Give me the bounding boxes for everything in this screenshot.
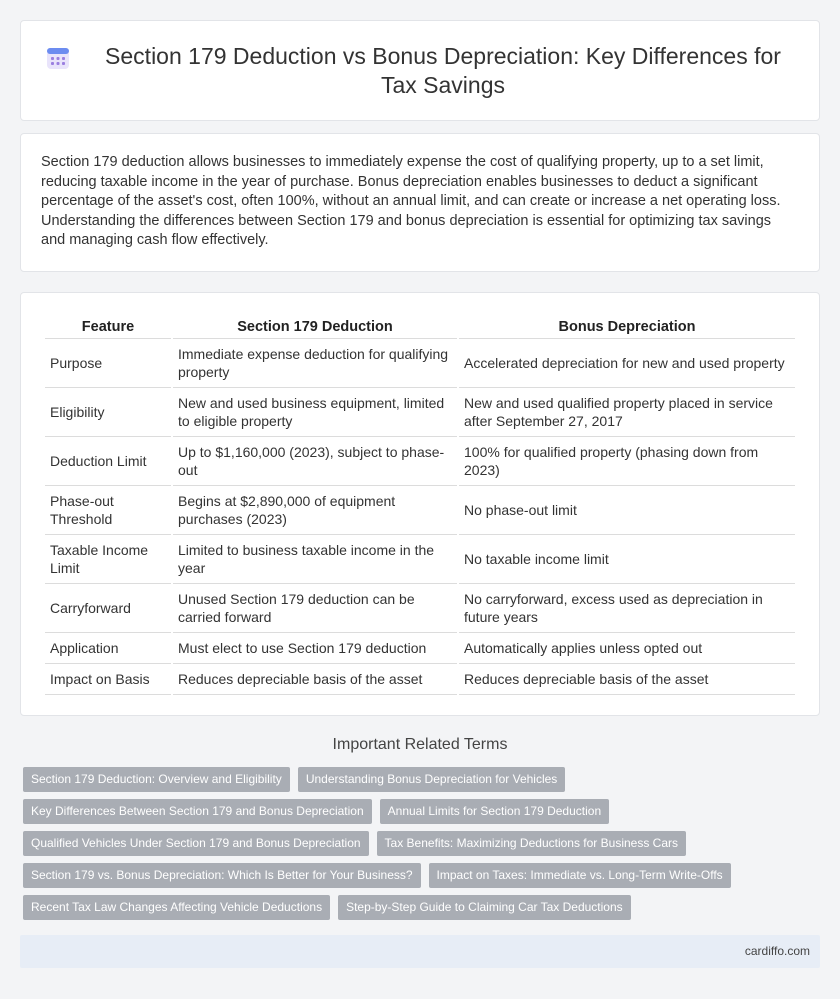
section-179-cell: Must elect to use Section 179 deduction [173,633,457,664]
feature-cell: Application [45,633,171,664]
table-row [45,664,795,695]
related-term-tag[interactable]: Qualified Vehicles Under Section 179 and Bonus Depreciation [23,831,369,856]
section-179-cell: New and used business equipment, limited to eligible property [173,388,457,437]
table-row [45,339,795,388]
related-term-tag[interactable]: Tax Benefits: Maximizing Deductions for Business Cars [377,831,686,856]
feature-cell: Deduction Limit [45,437,171,486]
related-term-tag[interactable]: Key Differences Between Section 179 and Bonus Depreciation [23,799,372,824]
column-header-feature: Feature [45,313,171,339]
related-term-tag[interactable]: Annual Limits for Section 179 Deduction [380,799,609,824]
section-179-cell: Limited to business taxable income in the year [173,535,457,584]
intro-paragraph: Section 179 deduction allows businesses to immediately expense the cost of qualifying property, up to a set limit, reducing taxable income in the year of purchase. Bonus depreciation enables businesses to deduct a significant percentage of the asset's cost, often 100%, without an annual limit, and can create or increase a net operating loss. Understanding the differences between Section 179 and bonus depreciation is essential for optimizing tax savings and managing cash flow effectively. [41,154,781,248]
section-179-cell: Unused Section 179 deduction can be carried forward [173,584,457,633]
bonus-depreciation-cell: No phase-out limit [459,486,795,535]
bonus-depreciation-cell: Reduces depreciable basis of the asset [459,664,795,695]
related-term-tag[interactable]: Step-by-Step Guide to Claiming Car Tax Deductions [338,895,631,920]
feature-cell: Phase-out Threshold [45,486,171,535]
section-179-cell: Up to $1,160,000 (2023), subject to phase-out [173,437,457,486]
bonus-depreciation-cell: New and used qualified property placed in service after September 27, 2017 [459,388,795,437]
related-term-tag[interactable]: Impact on Taxes: Immediate vs. Long-Term Write-Offs [429,863,731,888]
feature-cell: Purpose [45,339,171,388]
bonus-depreciation-cell: No taxable income limit [459,535,795,584]
table-row [45,486,795,535]
section-179-cell: Begins at $2,890,000 of equipment purchases (2023) [173,486,457,535]
calendar-icon [45,45,71,71]
intro-card [20,133,820,272]
related-term-tag[interactable]: Section 179 vs. Bonus Depreciation: Which Is Better for Your Business? [23,863,421,888]
section-179-cell: Immediate expense deduction for qualifying property [173,339,457,388]
comparison-table [43,313,797,695]
site-credit-link[interactable]: cardiffo.com [744,944,810,958]
bonus-depreciation-cell: 100% for qualified property (phasing down from 2023) [459,437,795,486]
column-header-bonus-depreciation: Bonus Depreciation [459,313,795,339]
header-card [20,20,820,121]
footer-bar [20,935,820,968]
table-row [45,633,795,664]
table-header-row [45,313,795,339]
page-title: Section 179 Deduction vs Bonus Depreciation: Key Differences for Tax Savings [105,42,781,98]
feature-cell: Carryforward [45,584,171,633]
section-179-cell: Reduces depreciable basis of the asset [173,664,457,695]
table-row [45,584,795,633]
bonus-depreciation-cell: Automatically applies unless opted out [459,633,795,664]
feature-cell: Impact on Basis [45,664,171,695]
bonus-depreciation-cell: No carryforward, excess used as depreciation in future years [459,584,795,633]
bonus-depreciation-cell: Accelerated depreciation for new and used property [459,339,795,388]
related-terms-heading: Important Related Terms [332,736,508,753]
feature-cell: Taxable Income Limit [45,535,171,584]
related-terms-list [23,767,823,927]
feature-cell: Eligibility [45,388,171,437]
table-row [45,535,795,584]
table-row [45,437,795,486]
table-row [45,388,795,437]
related-term-tag[interactable]: Section 179 Deduction: Overview and Eligibility [23,767,290,792]
related-term-tag[interactable]: Recent Tax Law Changes Affecting Vehicle Deductions [23,895,330,920]
column-header-section-179: Section 179 Deduction [173,313,457,339]
related-term-tag[interactable]: Understanding Bonus Depreciation for Vehicles [298,767,565,792]
comparison-table-card [20,292,820,716]
